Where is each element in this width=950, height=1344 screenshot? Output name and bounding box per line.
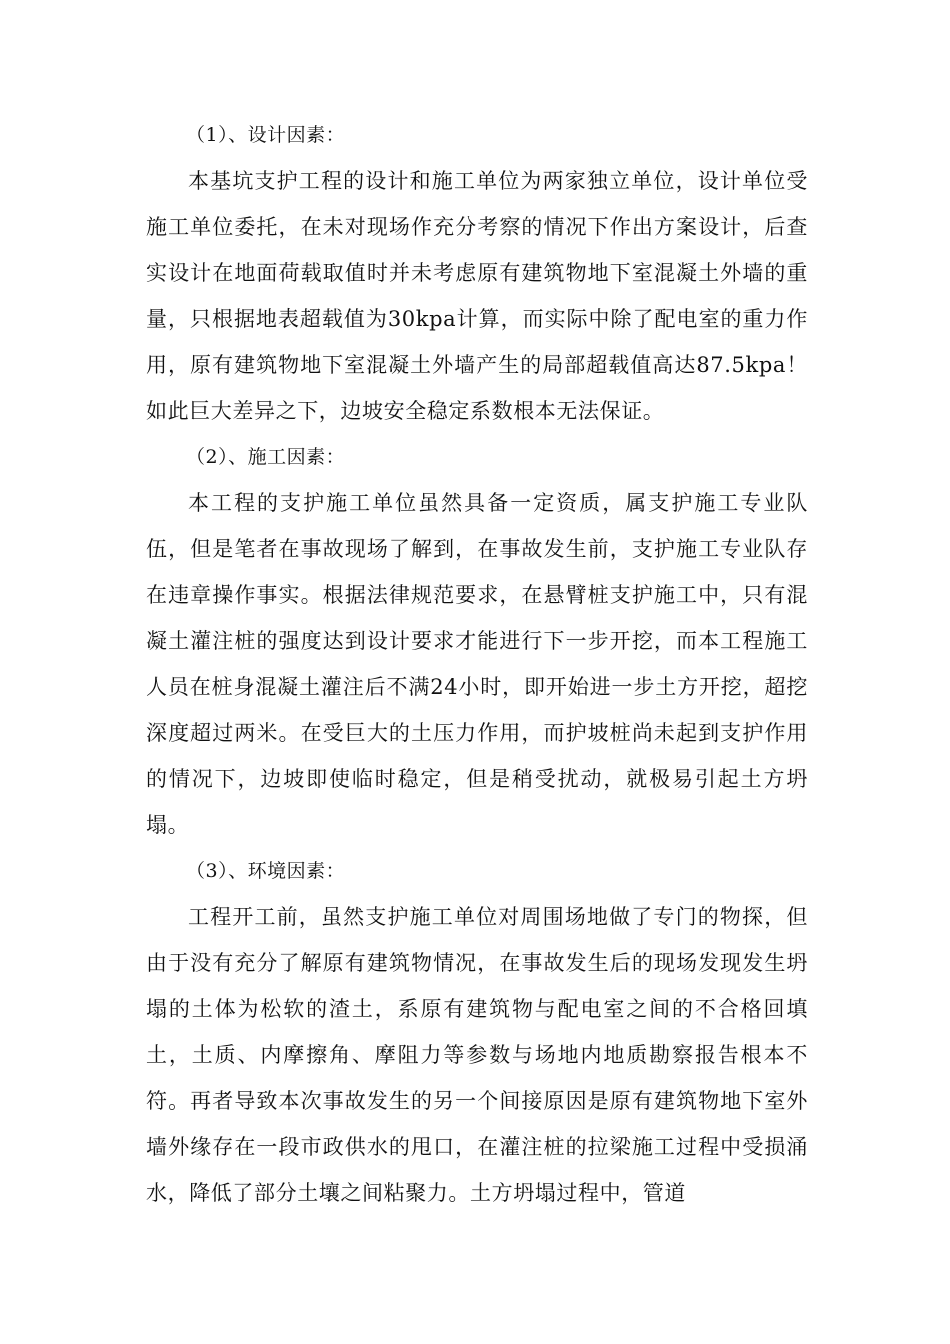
section-heading-environment: （3）、环境因素： bbox=[186, 860, 346, 882]
section-paragraph-construction: 本工程的支护施工单位虽然具备一定资质，属支护施工专业队伍，但是笔者在事故现场了解到，在事故发生前，支护施工专业队存在违章操作事实。根据法律规范要求，在悬臂桩支护施工中，只有混凝土灌注桩的强度达到设计要求才能进行下一步开挖，而本工程施工人员在桩身混凝土灌注后不满24小时，即开始进一步土方开挖，超挖深度超过两米。在受巨大的土压力作用，而护坡桩尚未起到支护作用的情况下，边坡即使临时稳定，但是稍受扰动，就极易引起土方坍塌。 bbox=[146, 491, 808, 837]
section-heading-design: （1）、设计因素： bbox=[186, 124, 346, 146]
section-paragraph-design: 本基坑支护工程的设计和施工单位为两家独立单位，设计单位受施工单位委托，在未对现场作充分考察的情况下作出方案设计，后查实设计在地面荷载取值时并未考虑原有建筑物地下室混凝土外墙的重量，只根据地表超载值为30kpa计算，而实际中除了配电室的重力作用，原有建筑物地下室混凝土外墙产生的局部超载值高达87.5kpa！如此巨大差异之下，边坡安全稳定系数根本无法保证。 bbox=[146, 169, 808, 423]
section-heading-construction: （2）、施工因素： bbox=[186, 446, 346, 468]
document-page bbox=[146, 112, 808, 1216]
section-paragraph-environment: 工程开工前，虽然支护施工单位对周围场地做了专门的物探，但由于没有充分了解原有建筑物情况，在事故发生后的现场发现发生坍塌的土体为松软的渣土，系原有建筑物与配电室之间的不合格回填土，土质、内摩擦角、摩阻力等参数与场地内地质勘察报告根本不符。再者导致本次事故发生的另一个间接原因是原有建筑物地下室外墙外缘存在一段市政供水的甩口，在灌注桩的拉梁施工过程中受损涌水，降低了部分土壤之间粘聚力。土方坍塌过程中，管道 bbox=[146, 905, 808, 1205]
